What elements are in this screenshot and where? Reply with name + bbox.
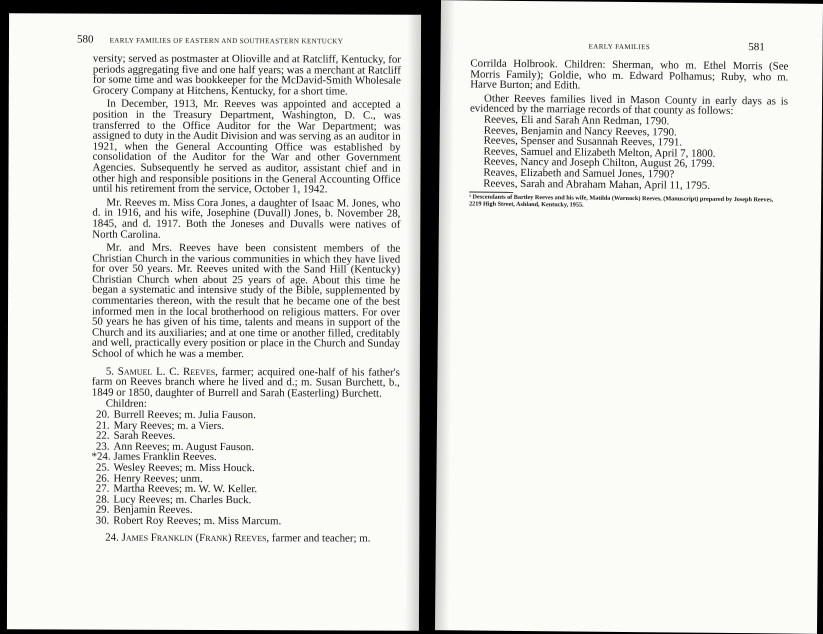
left-page-text <box>91 54 401 544</box>
left-page <box>7 13 421 630</box>
child-name: Burrell Reeves; m. Julia Fauson. <box>113 408 256 422</box>
child-name: Wesley Reeves; m. Miss Houck. <box>113 461 255 475</box>
left-paragraph-2: In December, 1913, Mr. Reeves was appointed and accepted a position in the Treasury Department, Washington, D. C., was transferred to the Office Auditor for the War Department; was assigned to duty in the Audit Division and was serving as an auditor in 1921, when the General Accounting Office was established by consolidation of the Auditor for the War and other Government Agencies. Subsequently he served as auditor, assistant chief and in other high and responsible positions in the General Accounting Office until his retirement from the service, October 1, 1942. <box>92 97 401 196</box>
child-number: 20. <box>96 408 110 421</box>
right-page-text <box>469 58 788 210</box>
entry-text: , farmer; acquired one-half of his father's farm on Reeves branch where he lived and d.; m. Susan Burchett, b., 1849 or 1850, daughter of Burrell and Sarah (Easterling) Burchett. <box>91 365 400 400</box>
marriage-record: Reeves, Benjamin and Nancy Reeves, 1790. <box>483 124 677 139</box>
entry-name: James Franklin (Frank) Reeves <box>121 531 267 544</box>
left-paragraph-3: Mr. Reeves m. Miss Cora Jones, a daughter of Isaac M. Jones, who d. in 1916, and his wife, Josephine (Duvall) Jones, b. November 28, 1845, and d. 1917. Both the Joneses and Duvalls were natives of North Carolina. <box>92 196 401 241</box>
left-page-header <box>77 34 343 47</box>
left-page-number: 580 <box>76 33 94 46</box>
child-number: 23. <box>95 440 110 453</box>
entry-number: 24. <box>105 531 119 544</box>
child-number: 25. <box>95 461 110 474</box>
entry-number: 5. <box>105 365 115 378</box>
right-page-gutter-shadow <box>435 0 455 630</box>
child-number: 28. <box>95 493 110 506</box>
child-number: *24. <box>91 450 111 464</box>
left-paragraph-4: Mr. and Mrs. Reeves have been consistent members of the Christian Church in the various communities in which they have lived for over 50 years. Mr. Reeves united with the Sand Hill (Kentucky) Christian Church when about 25 years of age. About this time he began a systematic and intensive study of the Bible, supplemented by commentaries thereon, with the result that he became one of the best informed men in the local brotherhood on religious matters. For over 50 years he has given of his time, talents and means in support of the Church and its auxiliaries; and at one time or another filled, creditably and well, practically every position or place in the Church and Sunday School of which he was a member. <box>91 241 401 361</box>
marriage-record: Reeves, Nancy and Joseph Chilton, August 26, 1799. <box>483 155 715 171</box>
child-number: 30. <box>95 514 110 527</box>
child-number: 29. <box>95 503 110 516</box>
right-paragraph-1: Corrilda Holbrook. Children: Sherman, who m. Ethel Morris (See Morris Family); Goldie, who m. Edward Polhamus; Ruby, who m. Harve Burton; and Edith. <box>470 57 789 92</box>
right-page-number: 581 <box>748 41 765 54</box>
marriage-record: Reeves, Spenser and Susannah Reeves, 1791. <box>483 134 683 149</box>
marriage-record: Reeves, Sarah and Abraham Mahan, April 11, 1795. <box>483 177 711 192</box>
left-paragraph-1: versity; served as postmaster at Olioville and at Ratcliff, Kentucky, for periods aggregating five and one half years; was a merchant at Ratcliff for some time and was bookkeeper for the McDavid-Smith Wholesale Grocery Company at Hitchens, Kentucky, for a short time. <box>92 52 401 98</box>
right-paragraph-2: Other Reeves families lived in Mason County in early days as is evidenced by the marriage records of that county as follows: <box>469 92 789 118</box>
right-page <box>435 0 823 634</box>
child-name: Ann Reeves; m. August Fauson. <box>113 440 254 453</box>
child-number: 26. <box>95 472 110 485</box>
child-name: Robert Roy Reeves; m. Miss Marcum. <box>113 514 282 528</box>
child-number: 22. <box>95 429 110 442</box>
footnote: ¹ Descendants of Bartley Reeves and his wife, Matilda (Warnock) Reeves, (Manuscript) prepared by Joseph Reeves, 2219 High Street, Ashland, Kentucky, 1955. <box>469 193 774 209</box>
child-name: Benjamin Reeves. <box>113 503 193 517</box>
child-number: 21. <box>95 419 110 432</box>
entry-text: , farmer and teacher; m. <box>266 531 371 545</box>
children-list <box>91 410 399 528</box>
marriage-record: Reeves, Eli and Sarah Ann Redman, 1790. <box>483 113 670 128</box>
marriage-record: Reeves, Samuel and Elizabeth Melton, April 7, 1800. <box>483 145 716 160</box>
left-paragraph-5 <box>92 366 400 399</box>
child-name: Martha Reeves; m. W. W. Keller. <box>113 482 258 496</box>
child-name: Sarah Reeves. <box>113 429 176 443</box>
child-name: Lucy Reeves; m. Charles Buck. <box>113 493 252 506</box>
entry-name: Samuel L. C. Reeves <box>117 365 216 378</box>
child-name: James Franklin Reeves. <box>113 451 217 464</box>
children-label: Children: <box>105 398 147 411</box>
marriage-records-list <box>469 114 788 191</box>
right-running-head: EARLY FAMILIES <box>588 42 651 52</box>
left-page-gutter-shadow <box>405 15 421 631</box>
child-name: Henry Reeves; unm. <box>113 472 203 485</box>
left-paragraph-6 <box>91 532 399 544</box>
right-page-header <box>589 40 765 54</box>
marriage-record: Reaves, Elizabeth and Samuel Jones, 1790? <box>483 166 675 181</box>
child-number: 27. <box>95 482 110 495</box>
child-name: Mary Reeves; m. a Viers. <box>113 419 225 432</box>
left-running-head: EARLY FAMILIES OF EASTERN AND SOUTHEASTERN KENTUCKY <box>109 36 344 46</box>
child-list-item <box>91 516 399 528</box>
